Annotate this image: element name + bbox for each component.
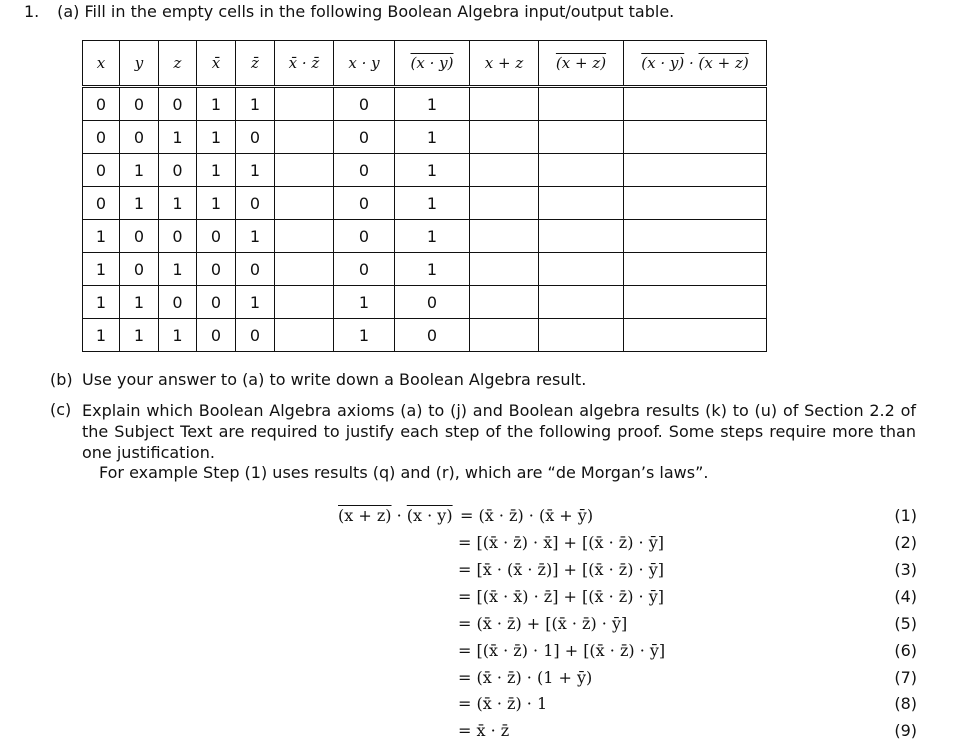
proof-step: = (x̄ · z̄) · 1 [458, 694, 548, 713]
table-cell [624, 121, 767, 154]
table-cell: 0 [83, 154, 120, 187]
table-cell [470, 87, 539, 121]
table-cell [539, 121, 624, 154]
table-cell: 1 [159, 187, 197, 220]
table-cell: 1 [395, 253, 470, 286]
table-cell: 1 [120, 319, 159, 352]
truth-table [82, 40, 767, 352]
table-cell [275, 319, 334, 352]
proof-step-number: (6) [894, 641, 917, 660]
table-row [83, 187, 767, 220]
proof-step-number: (7) [894, 668, 917, 687]
product-label-b: (x + z) [698, 54, 749, 72]
proof-step-number: (5) [894, 614, 917, 633]
table-cell: 0 [334, 187, 395, 220]
part-c-example: For example Step (1) uses results (q) and (r), which are “de Morgan’s laws”. [99, 463, 709, 482]
table-cell: 0 [83, 87, 120, 121]
table-cell: 0 [83, 187, 120, 220]
table-row [83, 220, 767, 253]
table-cell: 0 [334, 121, 395, 154]
col-x-and-y: x · y [334, 41, 395, 87]
table-cell: 1 [159, 121, 197, 154]
table-cell: 1 [120, 187, 159, 220]
col-x-or-z: x + z [470, 41, 539, 87]
table-cell: 1 [236, 220, 275, 253]
table-cell [539, 220, 624, 253]
table-row [83, 154, 767, 187]
table-cell: 1 [197, 121, 236, 154]
table-cell: 0 [159, 286, 197, 319]
col-xbar: x̄ [197, 41, 236, 87]
proof-step: = x̄ · z̄ [458, 721, 510, 740]
table-cell: 1 [83, 319, 120, 352]
col-xbar-zbar: x̄ · z̄ [275, 41, 334, 87]
table-cell [624, 319, 767, 352]
table-header-row [83, 41, 767, 87]
table-cell: 1 [395, 121, 470, 154]
not-xy-label: (x · y) [410, 54, 454, 72]
table-cell: 0 [334, 154, 395, 187]
table-cell [275, 187, 334, 220]
table-cell [539, 319, 624, 352]
table-cell: 0 [334, 87, 395, 121]
table-cell: 0 [83, 121, 120, 154]
table-body [83, 87, 767, 352]
proof-lhs: (x + z) · (x · y) [338, 506, 453, 525]
not-x-or-z-label: (x + z) [555, 54, 607, 72]
table-cell [470, 319, 539, 352]
table-cell: 0 [197, 319, 236, 352]
table-cell: 1 [197, 154, 236, 187]
table-cell [539, 286, 624, 319]
part-c-label: (c) [50, 400, 72, 419]
proof-step: = [(x̄ · z̄) · x̄] + [(x̄ · z̄) · ȳ] [458, 533, 665, 552]
table-row [83, 87, 767, 121]
table-cell [275, 220, 334, 253]
proof-step: = [(x̄ · x̄) · z̄] + [(x̄ · z̄) · ȳ] [458, 587, 665, 606]
table-cell [624, 154, 767, 187]
question-heading [24, 2, 674, 21]
proof-step: = [(x̄ · z̄) · 1] + [(x̄ · z̄) · ȳ] [458, 641, 666, 660]
table-cell: 1 [120, 286, 159, 319]
table-cell: 0 [395, 286, 470, 319]
table-cell [624, 253, 767, 286]
table-row [83, 319, 767, 352]
table-cell: 1 [120, 154, 159, 187]
table-cell: 0 [159, 220, 197, 253]
table-cell: 1 [236, 286, 275, 319]
question-number: 1. [24, 2, 40, 21]
col-z: z [159, 41, 197, 87]
part-b-text: Use your answer to (a) to write down a Boolean Algebra result. [82, 370, 587, 389]
proof-step: = (x̄ · z̄) · (1 + ȳ) [458, 668, 593, 687]
proof-step-number: (8) [894, 694, 917, 713]
table-cell [275, 87, 334, 121]
col-product: (x · y) · (x + z) [624, 41, 767, 87]
table-cell: 0 [120, 253, 159, 286]
table-cell: 0 [197, 253, 236, 286]
proof-step: = (x̄ · z̄) + [(x̄ · z̄) · ȳ] [458, 614, 628, 633]
table-cell: 0 [236, 253, 275, 286]
table-cell: 0 [236, 319, 275, 352]
table-cell [275, 154, 334, 187]
table-cell [624, 220, 767, 253]
table-cell [624, 286, 767, 319]
table-cell [470, 253, 539, 286]
part-a-text: (a) Fill in the empty cells in the following Boolean Algebra input/output table. [57, 2, 675, 21]
table-cell: 0 [197, 286, 236, 319]
table-cell: 1 [159, 319, 197, 352]
table-cell [624, 187, 767, 220]
proof-step: = [x̄ · (x̄ · z̄)] + [(x̄ · z̄) · ȳ] [458, 560, 665, 579]
table-cell: 1 [395, 87, 470, 121]
table-cell [624, 87, 767, 121]
part-c-text: Explain which Boolean Algebra axioms (a) to (j) and Boolean algebra results (k) to (u) of Section 2.2 of the Subject Text are required to justify each step of the following proof. Some steps require more than one justification. [82, 401, 916, 462]
table-cell [470, 187, 539, 220]
table-cell: 1 [197, 187, 236, 220]
table-cell [470, 286, 539, 319]
table-cell: 1 [236, 87, 275, 121]
table-cell: 1 [197, 87, 236, 121]
table-cell [470, 220, 539, 253]
col-y: y [120, 41, 159, 87]
table-cell: 1 [395, 154, 470, 187]
proof-step-number: (9) [894, 721, 917, 740]
table-cell: 0 [120, 121, 159, 154]
proof-step-number: (1) [894, 506, 917, 525]
proof-step: = (x̄ · z̄) · (x̄ + ȳ) [460, 506, 594, 525]
table-cell: 0 [395, 319, 470, 352]
table-cell: 0 [159, 154, 197, 187]
table-cell: 0 [120, 87, 159, 121]
table-cell: 0 [334, 220, 395, 253]
table-cell: 0 [120, 220, 159, 253]
table-cell: 1 [395, 220, 470, 253]
table-cell: 1 [334, 286, 395, 319]
proof-step-number: (3) [894, 560, 917, 579]
table-cell: 1 [83, 286, 120, 319]
table-cell [275, 286, 334, 319]
proof-step-number: (4) [894, 587, 917, 606]
part-b [50, 370, 586, 389]
table-row [83, 286, 767, 319]
table-cell: 0 [197, 220, 236, 253]
col-zbar: z̄ [236, 41, 275, 87]
table-cell: 1 [159, 253, 197, 286]
table-cell: 1 [83, 220, 120, 253]
table-cell [539, 154, 624, 187]
table-cell [539, 87, 624, 121]
table-cell [275, 253, 334, 286]
product-label-a: (x · y) [641, 54, 685, 72]
part-b-label: (b) [50, 370, 73, 389]
part-c-label-wrap [50, 400, 82, 419]
table-cell [275, 121, 334, 154]
table-cell: 0 [334, 253, 395, 286]
table-row [83, 253, 767, 286]
table-cell: 0 [236, 187, 275, 220]
col-not-x-or-z [539, 41, 624, 87]
proof-step-number: (2) [894, 533, 917, 552]
table-cell: 1 [334, 319, 395, 352]
proof-lhs-b: (x · y) [406, 506, 453, 525]
table-cell [470, 121, 539, 154]
table-cell: 0 [236, 121, 275, 154]
proof-lhs-a: (x + z) [338, 506, 392, 525]
table-cell: 1 [83, 253, 120, 286]
table-cell [539, 187, 624, 220]
col-not-xy [395, 41, 470, 87]
table-cell: 1 [395, 187, 470, 220]
table-cell [470, 154, 539, 187]
table-row [83, 121, 767, 154]
col-x: x [83, 41, 120, 87]
table-cell: 0 [159, 87, 197, 121]
table-cell: 1 [236, 154, 275, 187]
table-cell [539, 253, 624, 286]
